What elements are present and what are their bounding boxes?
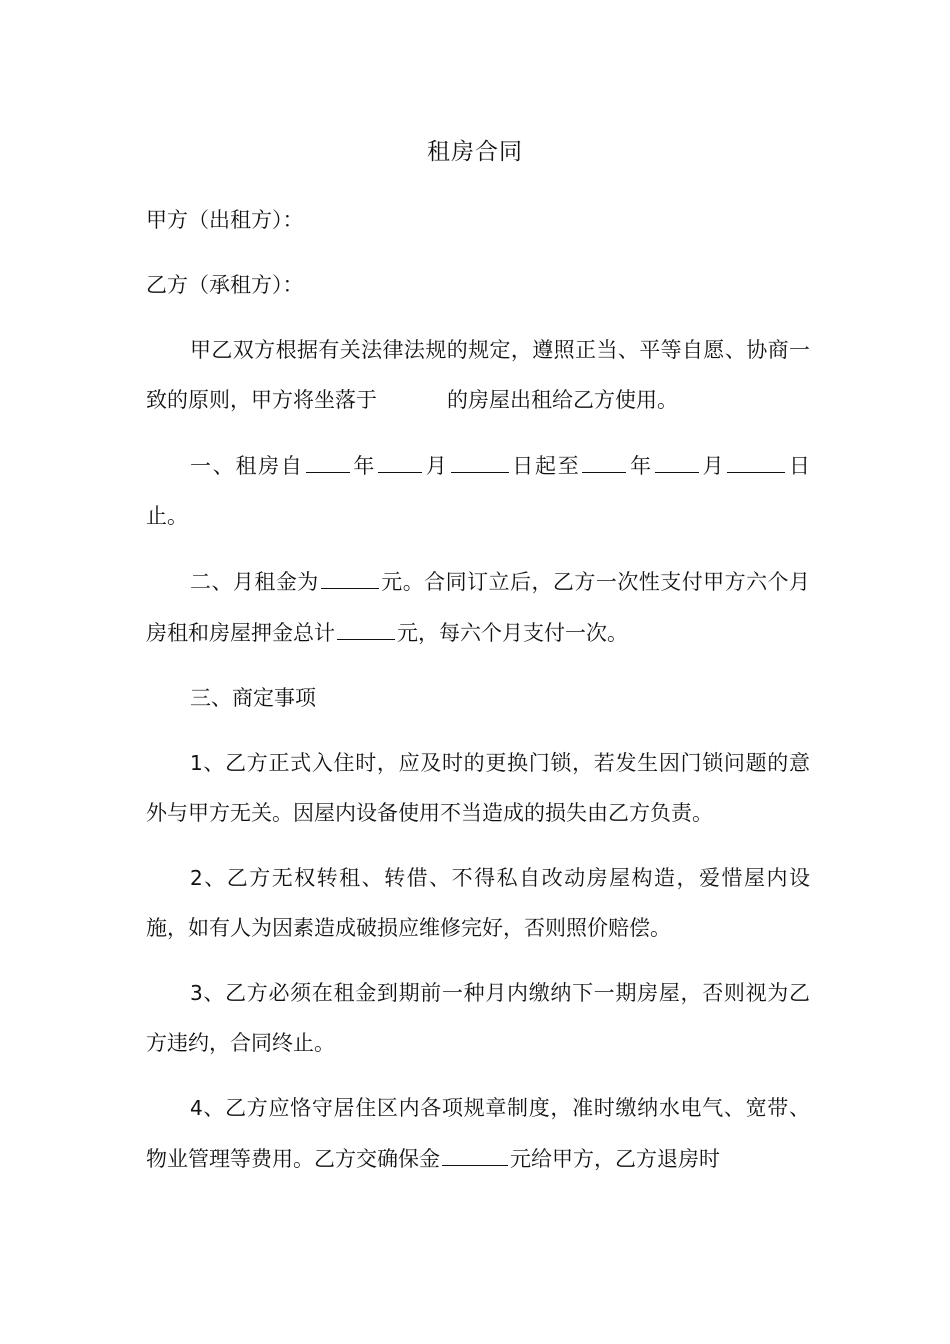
clause-1-day-from: 日起至 — [510, 454, 581, 478]
item-4-paragraph — [146, 1083, 810, 1184]
item-3-paragraph — [146, 968, 810, 1068]
clause-1-paragraph — [146, 440, 810, 541]
start-day-blank — [451, 440, 509, 473]
item-3-text: 、乙方必须在租金到期前一种月内缴纳下一期房屋，否则视为乙方违约，合同终止。 — [146, 981, 810, 1055]
start-month-blank — [378, 440, 422, 473]
item-1-paragraph — [146, 738, 810, 838]
clause-1-month: 月 — [424, 454, 449, 478]
intro-text-1: 甲乙双方根据有关法律法规的规定，遵照正当、平等自愿、协商一致的原则，甲方将坐落于 — [146, 338, 810, 412]
end-year-blank — [582, 440, 626, 473]
monthly-rent-blank — [321, 556, 379, 589]
document-body — [146, 195, 810, 1199]
clause-1-year: 年 — [351, 454, 377, 478]
clause-1-lead: 一、租房自 — [190, 454, 304, 478]
party-a-line: 甲方（出租方）： — [146, 208, 304, 232]
item-4-text-2: 元给甲方，乙方退房时 — [510, 1147, 720, 1171]
item-2-paragraph — [146, 853, 810, 953]
item-1-number: 1 — [190, 751, 203, 775]
end-month-blank — [655, 440, 699, 473]
item-4-text-1: 、乙方应恪守居住区内各项规章制度，准时缴纳水电气、宽带、物业管理等费用。乙方交确保金 — [146, 1096, 810, 1171]
security-deposit-blank — [442, 1133, 508, 1166]
party-b-line: 乙方（承租方）： — [146, 273, 304, 297]
clause-2-text-2: 元，每六个月支付一次。 — [397, 621, 628, 645]
document-title: 租房合同 — [427, 139, 523, 165]
intro-paragraph — [146, 325, 810, 425]
item-4-number: 4 — [190, 1096, 203, 1120]
clause-2-paragraph — [146, 556, 810, 658]
item-3-number: 3 — [190, 981, 203, 1005]
item-2-number: 2 — [190, 866, 203, 890]
clause-2-lead: 二、月租金为 — [190, 570, 319, 594]
start-year-blank — [306, 440, 350, 473]
clause-2-text-1: 元。合同订立后，乙方一次性支付甲方六个月房租和房屋押金总计 — [146, 570, 811, 645]
item-2-text: 、乙方无权转租、转借、不得私自改动房屋构造，爱惜屋内设施，如有人为因素造成破损应维修完好，否则照价赔偿。 — [146, 866, 810, 940]
clause-3-heading: 三、商定事项 — [190, 686, 316, 710]
total-deposit-blank — [337, 607, 395, 640]
item-1-text: 、乙方正式入住时，应及时的更换门锁，若发生因门锁问题的意外与甲方无关。因屋内设备使用不当造成的损失由乙方负责。 — [146, 751, 810, 825]
end-day-blank — [727, 440, 785, 473]
intro-text-2: 的房屋出租给乙方使用。 — [447, 388, 678, 412]
clause-1-year2: 年 — [628, 454, 653, 478]
clause-1-day-to: 日止。 — [146, 454, 811, 528]
clause-1-month2: 月 — [700, 454, 726, 478]
